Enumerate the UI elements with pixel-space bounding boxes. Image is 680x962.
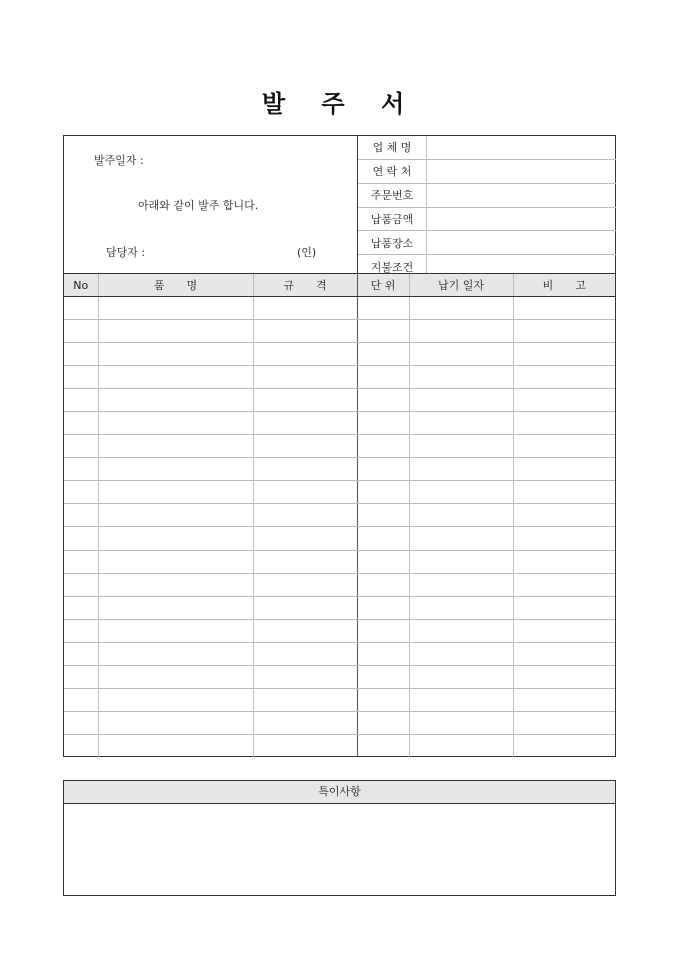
table-cell[interactable] xyxy=(409,389,513,412)
table-cell[interactable] xyxy=(357,573,409,596)
table-cell[interactable] xyxy=(253,458,357,481)
table-cell[interactable] xyxy=(357,734,409,757)
supplier-field-value[interactable] xyxy=(427,207,617,231)
table-cell[interactable] xyxy=(513,389,615,412)
table-cell[interactable] xyxy=(409,320,513,343)
table-cell[interactable] xyxy=(513,527,615,550)
table-cell[interactable] xyxy=(513,435,615,458)
table-cell[interactable] xyxy=(64,481,98,504)
table-cell[interactable] xyxy=(513,343,615,366)
table-row xyxy=(64,642,615,665)
notes-header: 특이사항 xyxy=(64,781,615,804)
table-cell[interactable] xyxy=(409,504,513,527)
table-cell[interactable] xyxy=(357,596,409,619)
table-cell[interactable] xyxy=(98,642,253,665)
table-cell[interactable] xyxy=(64,619,98,642)
table-cell[interactable] xyxy=(409,642,513,665)
table-cell[interactable] xyxy=(253,297,357,320)
table-cell[interactable] xyxy=(253,711,357,734)
table-cell[interactable] xyxy=(409,366,513,389)
table-row xyxy=(64,320,615,343)
table-row xyxy=(64,458,615,481)
table-cell[interactable] xyxy=(513,688,615,711)
table-cell[interactable] xyxy=(64,297,98,320)
notes-section xyxy=(63,780,616,896)
column-header: 비 고 xyxy=(513,274,615,297)
table-cell[interactable] xyxy=(64,412,98,435)
table-cell[interactable] xyxy=(64,389,98,412)
table-cell[interactable] xyxy=(98,734,253,757)
table-row xyxy=(64,573,615,596)
table-row xyxy=(64,366,615,389)
supplier-field-value[interactable] xyxy=(427,183,617,207)
supplier-field-value[interactable] xyxy=(427,159,617,183)
order-statement: 아래와 같이 발주 합니다. xyxy=(138,199,259,212)
table-cell[interactable] xyxy=(513,481,615,504)
table-cell[interactable] xyxy=(98,481,253,504)
supplier-info xyxy=(357,136,616,273)
supplier-row xyxy=(358,159,616,183)
table-cell[interactable] xyxy=(98,366,253,389)
table-cell[interactable] xyxy=(513,619,615,642)
table-cell[interactable] xyxy=(357,343,409,366)
table-cell[interactable] xyxy=(64,642,98,665)
table-cell[interactable] xyxy=(64,527,98,550)
table-cell[interactable] xyxy=(98,688,253,711)
table-cell[interactable] xyxy=(64,734,98,757)
table-cell[interactable] xyxy=(409,688,513,711)
table-cell[interactable] xyxy=(409,481,513,504)
table-cell[interactable] xyxy=(253,688,357,711)
table-cell[interactable] xyxy=(253,320,357,343)
supplier-row xyxy=(358,183,616,207)
table-cell[interactable] xyxy=(357,711,409,734)
table-cell[interactable] xyxy=(253,573,357,596)
table-cell[interactable] xyxy=(357,642,409,665)
table-cell[interactable] xyxy=(409,435,513,458)
table-cell[interactable] xyxy=(253,343,357,366)
supplier-row xyxy=(358,231,616,255)
table-cell[interactable] xyxy=(513,596,615,619)
table-cell[interactable] xyxy=(98,711,253,734)
table-cell[interactable] xyxy=(357,458,409,481)
table-cell[interactable] xyxy=(253,596,357,619)
table-row xyxy=(64,343,615,366)
table-row xyxy=(64,665,615,688)
table-cell[interactable] xyxy=(253,734,357,757)
table-cell[interactable] xyxy=(513,642,615,665)
supplier-row xyxy=(358,136,616,159)
supplier-field-value[interactable] xyxy=(427,136,617,159)
table-cell[interactable] xyxy=(357,481,409,504)
table-cell[interactable] xyxy=(357,366,409,389)
table-cell[interactable] xyxy=(357,297,409,320)
table-row xyxy=(64,619,615,642)
table-cell[interactable] xyxy=(98,412,253,435)
table-cell[interactable] xyxy=(98,665,253,688)
table-cell[interactable] xyxy=(409,527,513,550)
table-cell[interactable] xyxy=(253,481,357,504)
table-cell[interactable] xyxy=(64,665,98,688)
table-cell[interactable] xyxy=(513,412,615,435)
table-cell[interactable] xyxy=(253,527,357,550)
supplier-field-label: 지불조건 xyxy=(358,255,427,278)
table-cell[interactable] xyxy=(64,573,98,596)
table-row xyxy=(64,596,615,619)
table-cell[interactable] xyxy=(253,504,357,527)
order-info-left xyxy=(64,136,357,273)
table-row xyxy=(64,711,615,734)
table-cell[interactable] xyxy=(98,596,253,619)
table-cell[interactable] xyxy=(98,435,253,458)
table-cell[interactable] xyxy=(253,550,357,573)
table-cell[interactable] xyxy=(98,458,253,481)
table-cell[interactable] xyxy=(513,504,615,527)
table-row xyxy=(64,527,615,550)
table-cell[interactable] xyxy=(64,504,98,527)
table-cell[interactable] xyxy=(98,343,253,366)
table-cell[interactable] xyxy=(357,504,409,527)
seal-label: (인) xyxy=(297,246,317,259)
table-cell[interactable] xyxy=(357,389,409,412)
column-header: 규 격 xyxy=(253,274,357,297)
table-cell[interactable] xyxy=(513,550,615,573)
table-cell[interactable] xyxy=(513,458,615,481)
table-cell[interactable] xyxy=(357,665,409,688)
table-cell[interactable] xyxy=(98,550,253,573)
table-cell[interactable] xyxy=(409,573,513,596)
items-section xyxy=(63,273,616,757)
table-cell[interactable] xyxy=(64,343,98,366)
table-cell[interactable] xyxy=(64,596,98,619)
table-cell[interactable] xyxy=(409,550,513,573)
table-row xyxy=(64,504,615,527)
table-cell[interactable] xyxy=(409,412,513,435)
table-row xyxy=(64,734,615,757)
table-row xyxy=(64,481,615,504)
table-cell[interactable] xyxy=(513,734,615,757)
table-row xyxy=(64,550,615,573)
table-cell[interactable] xyxy=(98,527,253,550)
table-cell[interactable] xyxy=(513,297,615,320)
table-cell[interactable] xyxy=(64,458,98,481)
table-cell[interactable] xyxy=(98,297,253,320)
table-cell[interactable] xyxy=(357,412,409,435)
supplier-field-label: 납품금액 xyxy=(358,207,427,231)
table-cell[interactable] xyxy=(357,619,409,642)
order-date-label: 발주일자 : xyxy=(94,154,144,167)
column-header: No xyxy=(64,274,98,297)
table-row xyxy=(64,435,615,458)
manager-label: 담당자 : xyxy=(106,246,146,259)
supplier-field-label: 납품장소 xyxy=(358,231,427,255)
table-cell[interactable] xyxy=(64,711,98,734)
table-cell[interactable] xyxy=(253,619,357,642)
table-cell[interactable] xyxy=(357,688,409,711)
table-cell[interactable] xyxy=(98,504,253,527)
table-cell[interactable] xyxy=(513,573,615,596)
supplier-table xyxy=(358,136,616,278)
table-cell[interactable] xyxy=(253,665,357,688)
table-cell[interactable] xyxy=(253,642,357,665)
table-cell[interactable] xyxy=(357,435,409,458)
table-cell[interactable] xyxy=(253,412,357,435)
table-cell[interactable] xyxy=(409,343,513,366)
table-cell[interactable] xyxy=(409,711,513,734)
column-header: 납기 일자 xyxy=(409,274,513,297)
column-header: 단 위 xyxy=(357,274,409,297)
table-row xyxy=(64,412,615,435)
table-cell[interactable] xyxy=(409,458,513,481)
supplier-field-label: 업 체 명 xyxy=(358,136,427,159)
table-cell[interactable] xyxy=(409,596,513,619)
table-cell[interactable] xyxy=(357,320,409,343)
table-cell[interactable] xyxy=(64,320,98,343)
table-cell[interactable] xyxy=(409,734,513,757)
supplier-field-label: 연 락 처 xyxy=(358,159,427,183)
order-info-section xyxy=(63,135,616,274)
table-cell[interactable] xyxy=(513,711,615,734)
items-table xyxy=(64,274,615,757)
table-cell[interactable] xyxy=(98,573,253,596)
table-cell[interactable] xyxy=(513,665,615,688)
table-cell[interactable] xyxy=(64,435,98,458)
table-cell[interactable] xyxy=(64,688,98,711)
table-cell[interactable] xyxy=(253,435,357,458)
table-cell[interactable] xyxy=(409,665,513,688)
column-header: 품 명 xyxy=(98,274,253,297)
table-cell[interactable] xyxy=(253,366,357,389)
table-cell[interactable] xyxy=(64,550,98,573)
table-cell[interactable] xyxy=(513,320,615,343)
table-row xyxy=(64,389,615,412)
table-cell[interactable] xyxy=(98,619,253,642)
notes-content[interactable] xyxy=(64,804,615,896)
table-cell[interactable] xyxy=(98,320,253,343)
table-cell[interactable] xyxy=(253,389,357,412)
table-cell[interactable] xyxy=(513,366,615,389)
table-cell[interactable] xyxy=(357,527,409,550)
supplier-field-value[interactable] xyxy=(427,231,617,255)
table-cell[interactable] xyxy=(409,619,513,642)
table-row xyxy=(64,688,615,711)
table-cell[interactable] xyxy=(409,297,513,320)
table-cell[interactable] xyxy=(98,389,253,412)
table-cell[interactable] xyxy=(357,550,409,573)
table-cell[interactable] xyxy=(64,366,98,389)
supplier-row xyxy=(358,207,616,231)
table-row xyxy=(64,297,615,320)
document-title: 발 주 서 xyxy=(261,90,419,118)
supplier-field-label: 주문번호 xyxy=(358,183,427,207)
